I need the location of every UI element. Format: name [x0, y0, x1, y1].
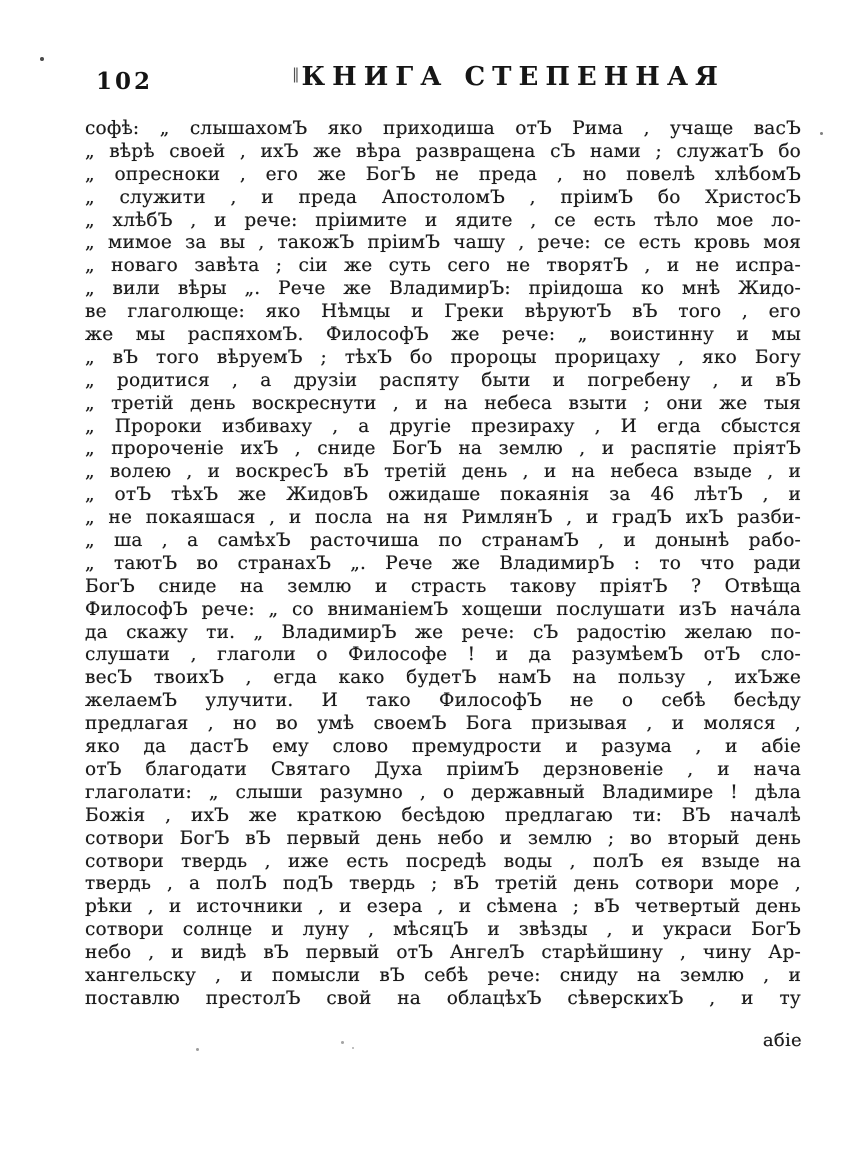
- running-title: [292, 62, 725, 92]
- text-line: небо , и видѣ вЪ первый отЪ АнгелЪ старѣйшину , чину Ар-: [85, 942, 801, 964]
- text-line: глаголати: „ слыши разумно , о державный Владимире ! дѣла: [85, 781, 801, 803]
- text-line: хангельску , и помысли вЪ себѣ рече: сниду на землю , и: [85, 964, 801, 986]
- text-line: БогЪ сниде на землю и страсть такову пріятЪ ? Отвѣща: [85, 575, 801, 597]
- text-line: рѣки , и источники , и езера , и сѣмена ; вЪ четвертый день: [85, 896, 801, 918]
- text-line: „ отЪ тѣхЪ же ЖидовЪ ожидаше покаянія за 46 лѣтЪ , и: [85, 484, 801, 506]
- text-line: „ мимое за вы , такожЪ пріимЪ чашу , рече: се есть кровь моя: [85, 232, 801, 254]
- text-line: „ хлѣбЪ , и рече: пріимите и ядите , се есть тѣло мое ло-: [85, 209, 801, 231]
- text-line: желаемЪ улучити. И тако ФилософЪ не о себѣ бесѣду: [85, 690, 801, 712]
- body-text: [85, 118, 801, 1011]
- text-line: „ вѣрѣ своей , ихЪ же вѣра развращена сЪ нами ; служатЪ бо: [85, 140, 801, 162]
- text-line: „ Пророки избиваху , а другіе презираху , И егда сбыстся: [85, 415, 801, 437]
- text-line: весЪ твоихЪ , егда како будетЪ намЪ на пользу , ихЪже: [85, 667, 801, 689]
- text-line: „ таютЪ во странахЪ „. Рече же ВладимирЪ : то что ради: [85, 552, 801, 574]
- text-line: „ не покаяшася , и посла на ня РимлянЪ , и градЪ ихЪ разби-: [85, 507, 801, 529]
- text-line: твердь , а полЪ подЪ твердь ; вЪ третій день сотвори море ,: [85, 873, 801, 895]
- text-line: предлагая , но во умѣ своемЪ Бога призывая , и моляся ,: [85, 713, 801, 735]
- text-line: слушати , глаголи о Философе ! и да разумѣемЪ отЪ сло-: [85, 644, 801, 666]
- text-line: ве глаголюще: яко Нѣмцы и Греки вѣруютЪ вЪ того , его: [85, 301, 801, 323]
- text-line: отЪ благодати Святаго Духа пріимЪ дерзновеніе , и нача: [85, 758, 801, 780]
- text-line: „ пророченіе ихЪ , сниде БогЪ на землю , и распятіе пріятЪ: [85, 438, 801, 460]
- text-line: ФилософЪ рече: „ со вниманіемЪ хощеши послушати изЪ нача́ла: [85, 598, 801, 620]
- ink-speck: [820, 132, 823, 135]
- page-number: 102: [96, 68, 154, 95]
- text-line: „ вили вѣры „. Рече же ВладимирЪ: пріидоша ко мнѣ Жидо-: [85, 278, 801, 300]
- text-line: „ вЪ того вѣруемЪ ; тѣхЪ бо пророцы прорицаху , яко Богу: [85, 346, 801, 368]
- text-line: „ волею , и воскресЪ вЪ третій день , и на небеса взыде , и: [85, 461, 801, 483]
- ink-speck: [352, 1047, 354, 1049]
- ink-speck: [341, 1041, 344, 1044]
- text-line: „ родитися , а друзіи распяту быти и погребену , и вЪ: [85, 369, 801, 391]
- text-line: Божія , ихЪ же краткою бесѣдою предлагаю ти: ВЪ началѣ: [85, 804, 801, 826]
- text-line: сотвори солнце и луну , мѣсяцЪ и звѣзды , и украси БогЪ: [85, 919, 801, 941]
- ink-artifact-mark: ‖: [292, 65, 300, 83]
- text-line: „ третій день воскреснути , и на небеса взыти ; они же тыя: [85, 392, 801, 414]
- text-line: „ новаго завѣта ; сіи же суть сего не творятЪ , и не испра-: [85, 255, 801, 277]
- text-line: „ служити , и преда АпостоломЪ , пріимЪ бо ХристосЪ: [85, 186, 801, 208]
- text-line: софѣ: „ слышахомЪ яко приходиша отЪ Рима , учаще васЪ: [85, 118, 801, 139]
- running-title-text: КНИГА СТЕПЕННАЯ: [301, 62, 725, 92]
- ink-speck: [196, 1048, 199, 1051]
- ink-speck: [40, 57, 44, 61]
- text-line: же мы распяхомЪ. ФилософЪ же рече: „ воистинну и мы: [85, 324, 801, 346]
- text-line: „ опресноки , его же БогЪ не преда , но повелѣ хлѣбомЪ: [85, 163, 801, 185]
- text-line: сотвори твердь , иже есть посредѣ воды , полЪ ея взыде на: [85, 850, 801, 872]
- text-line: да скажу ти. „ ВладимирЪ же рече: сЪ радостію желаю по-: [85, 621, 801, 643]
- text-line: „ ша , а самѣхЪ расточиша по странамЪ , и донынѣ рабо-: [85, 530, 801, 552]
- text-line: сотвори БогЪ вЪ первый день небо и землю ; во вторый день: [85, 827, 801, 849]
- catchword: абіе: [762, 1030, 802, 1051]
- text-line: поставлю престолЪ свой на облацѣхЪ сѣверскихЪ , и ту: [85, 987, 801, 1009]
- text-line: яко да дастЪ ему слово премудрости и разума , и абіе: [85, 736, 801, 758]
